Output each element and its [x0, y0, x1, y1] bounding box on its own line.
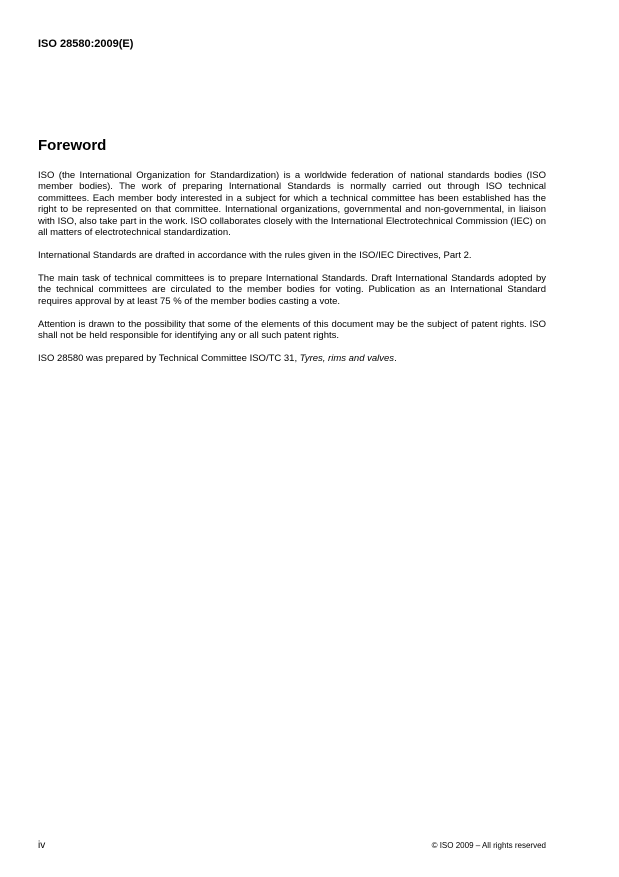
paragraph-directives: International Standards are drafted in accordance with the rules given in the ISO/IEC Directives, Part 2.: [38, 249, 472, 261]
document-identifier: ISO 28580:2009(E): [38, 38, 134, 50]
page-number: iv: [38, 840, 46, 851]
foreword-body: [38, 170, 546, 376]
paragraph-committees-task: The main task of technical committees is to prepare International Standards. Draft International Standards adopted by the technical committees are circulated to the member bodies for voting. Publication as an International Standard requires approval by at least 75 % of the member bodies casting a vote.: [38, 272, 546, 307]
committee-title: Tyres, rims and valves: [299, 352, 395, 364]
prepared-by-suffix: .: [394, 352, 397, 364]
section-heading: Foreword: [38, 137, 107, 154]
copyright-notice: © ISO 2009 – All rights reserved: [431, 841, 546, 850]
paragraph-iso-intro: ISO (the International Organization for Standardization) is a worldwide federation of national standards bodies (ISO member bodies). The work of preparing International Standards is normally carried out through ISO technical committees. Each member body interested in a subject for which a technical committee has been established has the right to be represented on that committee. International organizations, governmental and non-governmental, in liaison with ISO, also take part in the work. ISO collaborates closely with the International Electrotechnical Commission (IEC) on all matters of electrotechnical standardization.: [38, 170, 546, 239]
prepared-by-prefix: ISO 28580 was prepared by Technical Committee ISO/TC 31,: [38, 352, 300, 364]
paragraph-prepared-by: [38, 353, 546, 364]
paragraph-patent-rights: Attention is drawn to the possibility that some of the elements of this document may be the subject of patent rights. ISO shall not be held responsible for identifying any or all such patent rights.: [38, 318, 546, 341]
